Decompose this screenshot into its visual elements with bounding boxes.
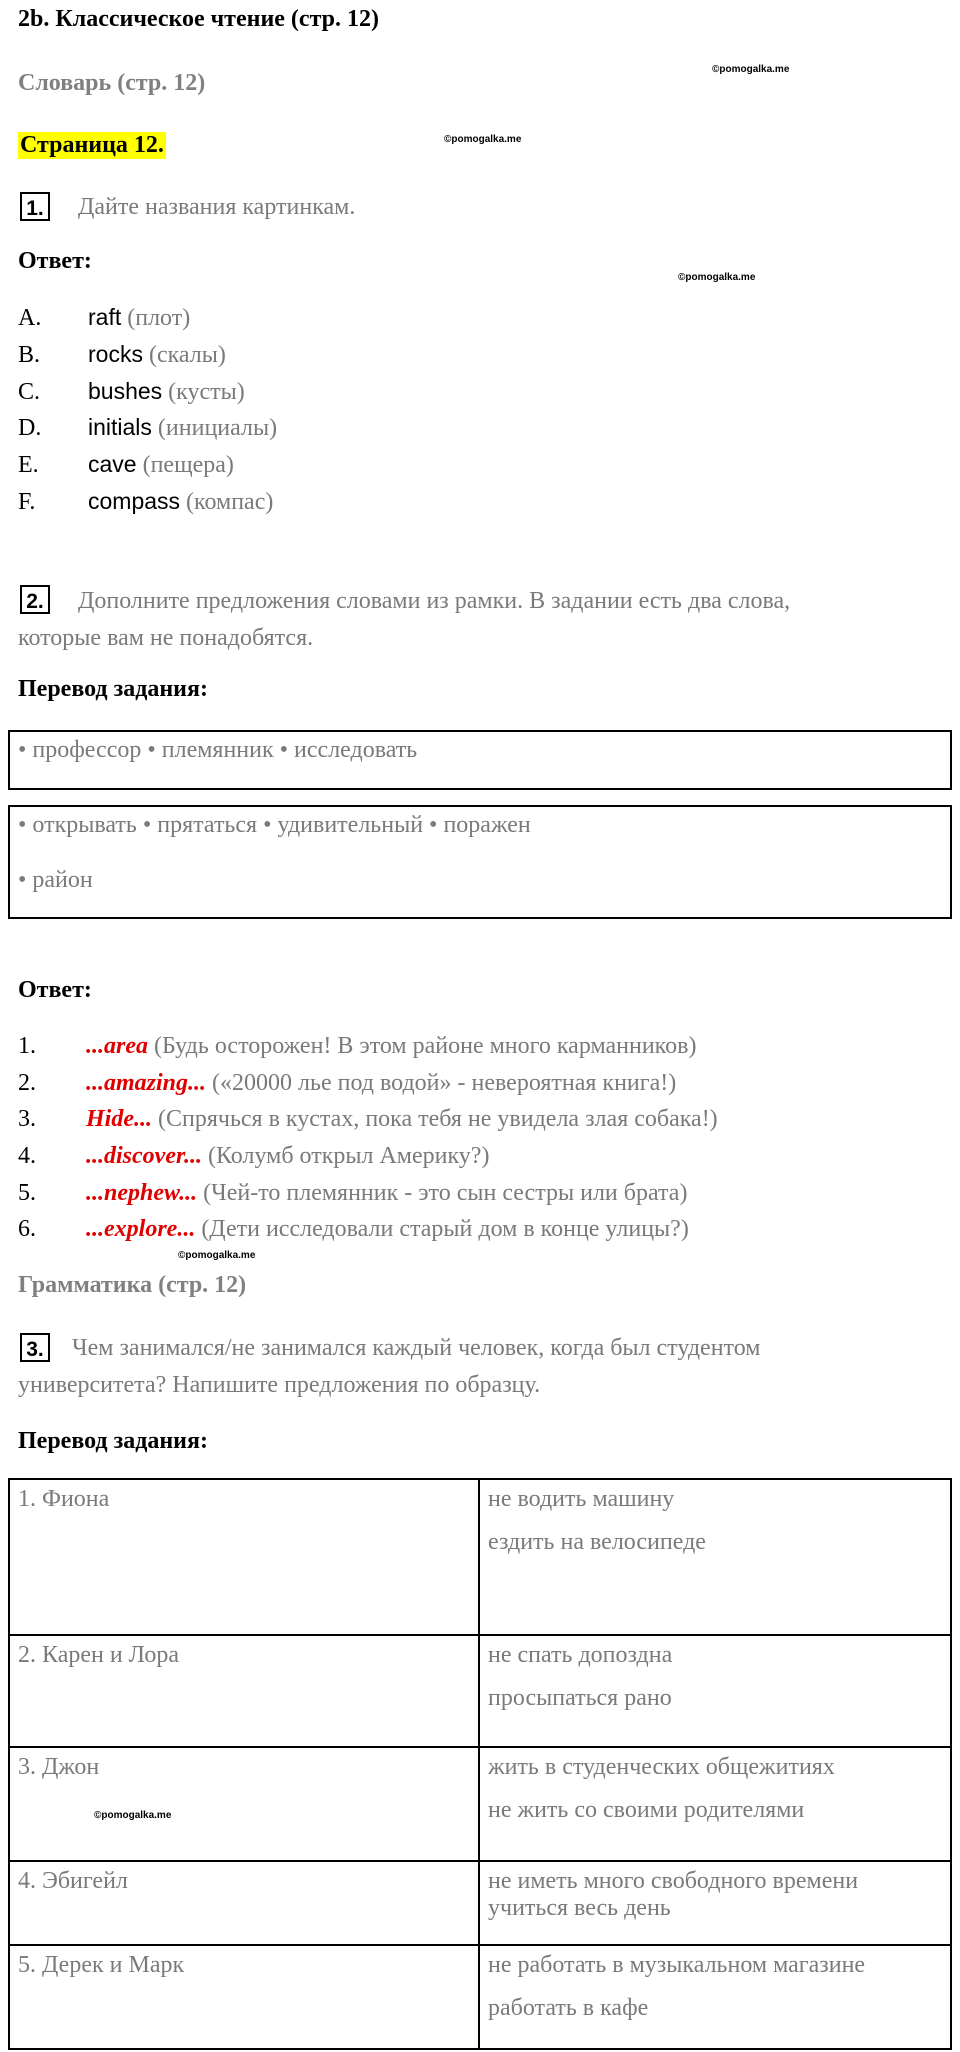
task-text-line2: университета? Напишите предложения по образцу. (18, 1372, 541, 1398)
list-marker: 6. (18, 1216, 36, 1242)
person-name: 5. Дерек и Марк (18, 1952, 185, 1978)
translation: (Колумб открыл Америку?) (207, 1143, 490, 1169)
translation: (плот) (127, 305, 191, 331)
person-cell (9, 1635, 479, 1747)
watermark: ©pomogalka.me (712, 64, 790, 75)
person-name: 2. Карен и Лора (18, 1642, 180, 1668)
answer-word: ...explore... (86, 1216, 196, 1242)
task-number-box: 2. (20, 585, 50, 614)
person-name: 1. Фиона (18, 1486, 110, 1512)
answer-label: Ответ: (18, 248, 92, 274)
person-name: 4. Эбигейл (18, 1868, 128, 1894)
english-word: rocks (88, 341, 143, 367)
page-title: 2b. Классическое чтение (стр. 12) (18, 6, 379, 32)
watermark: ©pomogalka.me (178, 1250, 256, 1261)
watermark: ©pomogalka.me (94, 1810, 172, 1821)
list-item (18, 1070, 676, 1097)
section-heading-grammar: Грамматика (стр. 12) (18, 1272, 247, 1298)
list-item (18, 341, 226, 369)
table-row (9, 1861, 951, 1945)
table-row (9, 1747, 951, 1861)
translation: (Чей-то племянник - это сын сестры или брата) (203, 1180, 688, 1206)
translation-label: Перевод задания: (18, 676, 208, 702)
list-marker: A. (18, 305, 42, 331)
person-cell (9, 1479, 479, 1635)
translation: (компас) (186, 489, 274, 515)
person-name: 3. Джон (18, 1754, 100, 1780)
activities-table (8, 1478, 952, 2050)
list-marker: B. (18, 342, 41, 368)
person-cell (9, 1747, 479, 1861)
list-item (18, 488, 273, 516)
activity-line: жить в студенческих общежитиях (488, 1754, 835, 1780)
list-item (18, 1180, 687, 1207)
english-word: raft (88, 304, 122, 330)
english-word: initials (88, 414, 152, 440)
activity-cell (479, 1747, 951, 1861)
task-number-box: 1. (20, 192, 50, 221)
activity-cell (479, 1861, 951, 1945)
answer-word: ...area (86, 1033, 148, 1059)
task-number-box: 3. (20, 1333, 50, 1362)
english-word: compass (88, 488, 181, 514)
word-box-text: • район (18, 867, 93, 893)
english-word: cave (88, 451, 137, 477)
translation: (пещера) (142, 452, 234, 478)
activity-line: не водить машину (488, 1486, 675, 1512)
activity-line: не жить со своими родителями (488, 1797, 805, 1823)
activity-cell (479, 1479, 951, 1635)
activity-cell (479, 1635, 951, 1747)
word-box-text: • профессор • племянник • исследовать (18, 737, 418, 763)
list-marker: 2. (18, 1070, 36, 1096)
activity-line: не работать в музыкальном магазине (488, 1952, 866, 1978)
list-item (18, 1033, 696, 1060)
watermark: ©pomogalka.me (444, 134, 522, 145)
list-item (18, 414, 277, 442)
translation: (инициалы) (157, 415, 278, 441)
list-item (18, 1106, 718, 1133)
translation: (скалы) (148, 342, 226, 368)
list-item (18, 451, 234, 479)
section-heading-vocab: Словарь (стр. 12) (18, 70, 206, 96)
list-item (18, 304, 190, 332)
answer-word: ...discover... (86, 1143, 202, 1169)
activity-cell (479, 1945, 951, 2049)
list-marker: 1. (18, 1033, 36, 1059)
list-marker: 5. (18, 1180, 36, 1206)
activity-line: работать в кафе (488, 1995, 649, 2021)
english-word: bushes (88, 378, 163, 404)
page-number-heading: Страница 12. (20, 132, 164, 158)
word-box-text: • открывать • прятаться • удивительный • поражен (18, 812, 531, 838)
activity-line: учиться весь день (488, 1895, 671, 1921)
table-row (9, 1945, 951, 2049)
list-item (18, 1143, 489, 1170)
activity-line: не спать допоздна (488, 1642, 673, 1668)
answer-word: ...amazing... (86, 1070, 207, 1096)
list-marker: 4. (18, 1143, 36, 1169)
task-text-line1: Дополните предложения словами из рамки. В задании есть два слова, (78, 588, 791, 614)
task-text-line2: которые вам не понадобятся. (18, 625, 314, 651)
translation: (Дети исследовали старый дом в конце улицы?) (201, 1216, 689, 1242)
activity-line: просыпаться рано (488, 1685, 672, 1711)
activity-line: ездить на велосипеде (488, 1529, 706, 1555)
translation: («20000 лье под водой» - невероятная книга!) (212, 1070, 677, 1096)
table-row (9, 1479, 951, 1635)
task-text: Дайте названия картинкам. (78, 194, 356, 220)
list-marker: D. (18, 415, 42, 441)
translation: (кусты) (168, 379, 245, 405)
person-cell (9, 1861, 479, 1945)
list-marker: 3. (18, 1106, 36, 1132)
answer-word: Hide... (86, 1106, 152, 1132)
translation-label: Перевод задания: (18, 1428, 208, 1454)
watermark: ©pomogalka.me (678, 272, 756, 283)
translation: (Будь осторожен! В этом районе много карманников) (154, 1033, 697, 1059)
list-marker: C. (18, 379, 41, 405)
list-marker: F. (18, 489, 36, 515)
list-item (18, 378, 245, 406)
translation: (Спрячься в кустах, пока тебя не увидела злая собака!) (158, 1106, 718, 1132)
person-cell (9, 1945, 479, 2049)
word-box (8, 730, 952, 790)
table-row (9, 1635, 951, 1747)
activity-line: не иметь много свободного времени (488, 1868, 859, 1894)
answer-label: Ответ: (18, 977, 92, 1003)
list-item (18, 1216, 689, 1243)
answer-word: ...nephew... (86, 1180, 198, 1206)
word-box (8, 805, 952, 919)
list-marker: E. (18, 452, 39, 478)
task-text-line1: Чем занимался/не занимался каждый человек, когда был студентом (72, 1335, 761, 1361)
